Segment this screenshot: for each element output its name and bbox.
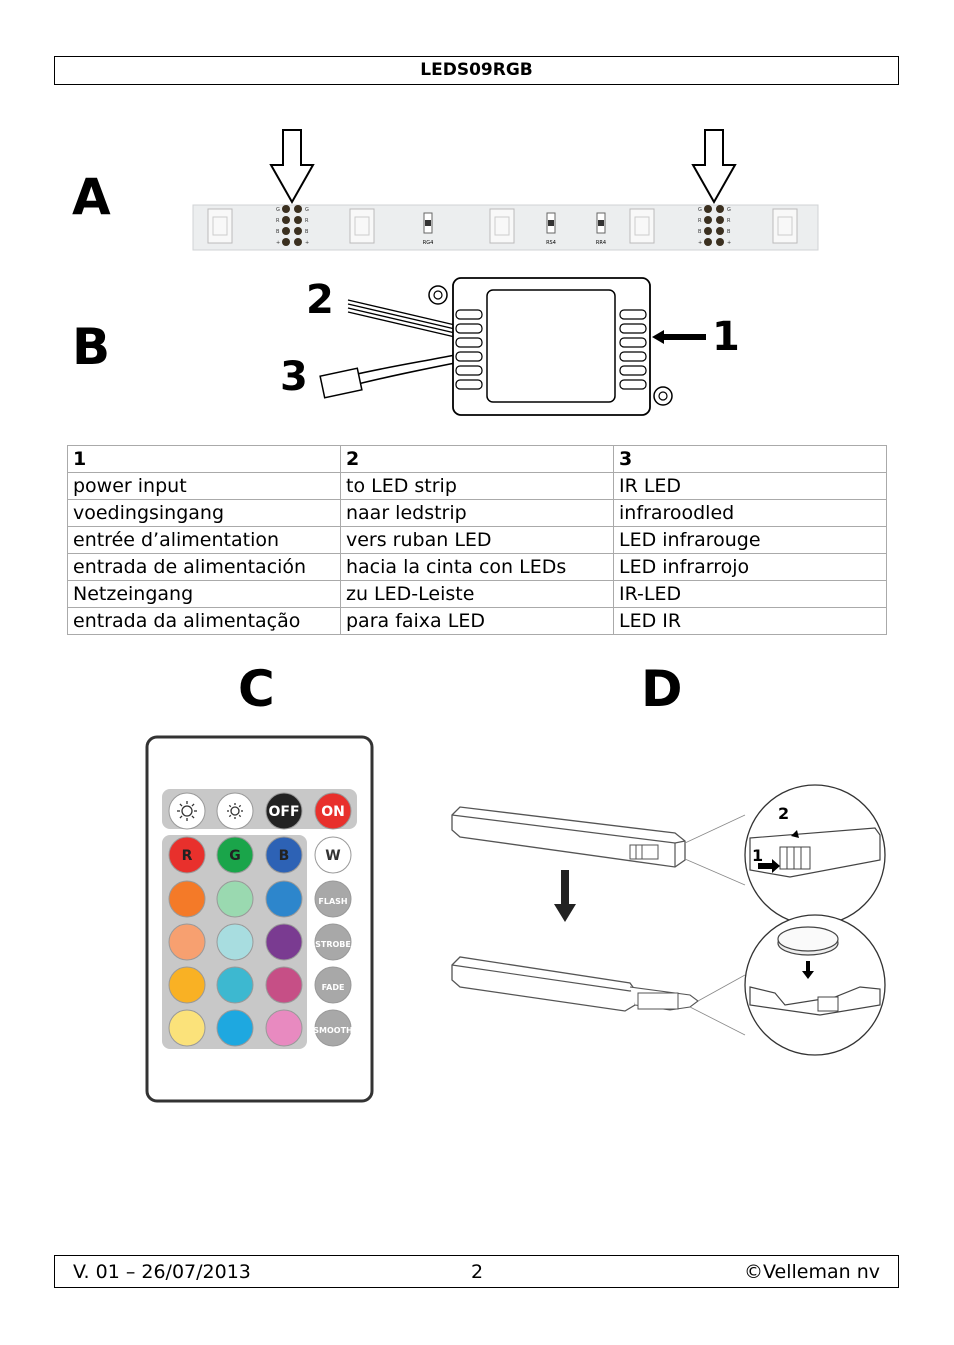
table-cell: LED IR [614,608,887,635]
table-cell: vers ruban LED [341,527,614,554]
color-button [217,967,253,1003]
table-row [68,500,887,527]
color-button [169,967,205,1003]
down-arrow-icon [271,130,313,202]
table-cell: para faixa LED [341,608,614,635]
translation-table [67,445,887,635]
color-button [266,967,302,1003]
figure-d-letter: D [641,660,683,718]
pad-label: B [305,229,309,235]
copyright: ©Velleman nv [744,1261,880,1283]
callout-3: 3 [280,354,308,400]
table-cell: to LED strip [341,473,614,500]
table-cell: LED infrarrojo [614,554,887,581]
color-button [169,881,205,917]
figure-c-remote [145,735,375,1105]
table-cell: entrée d’alimentation [68,527,341,554]
table-cell: naar ledstrip [341,500,614,527]
mode-button-label: FLASH [318,897,348,906]
down-arrow-icon [554,870,576,922]
color-button [266,881,302,917]
table-cell: zu LED-Leiste [341,581,614,608]
color-button [266,924,302,960]
pad-label: B [727,229,731,235]
callout-2: 2 [778,804,790,823]
table-row [68,581,887,608]
column-header: 1 [68,446,341,473]
callout-1: 1 [712,314,740,360]
figure-c-letter: C [238,660,275,718]
pad-label: + [305,240,310,246]
color-button [217,924,253,960]
mode-button-label: STROBE [315,940,351,949]
page-header [54,56,899,85]
color-button [217,881,253,917]
pad-label: G [727,207,731,213]
pad-label: + [276,240,281,246]
remote-button-label: R [181,848,193,864]
mode-button-label: FADE [321,983,345,992]
color-button [169,924,205,960]
table-row [68,473,887,500]
remote-button [169,793,205,829]
pad-label: R [276,218,280,224]
pad-label: R [305,218,309,224]
pad-label: G [305,207,309,213]
down-arrow-icon [693,130,735,202]
figure-a-letter: A [72,168,111,226]
pad-label: G [276,207,280,213]
column-header: 2 [341,446,614,473]
table-cell: power input [68,473,341,500]
page-footer [54,1255,899,1288]
table-cell: Netzeingang [68,581,341,608]
table-row [68,527,887,554]
table-row [68,608,887,635]
callout-1: 1 [752,846,764,865]
figure-b-controller [280,270,740,425]
pad-label: B [276,229,280,235]
color-button [169,1010,205,1046]
color-button [217,1010,253,1046]
mode-button-label: SMOOTH [313,1026,353,1035]
column-header: 3 [614,446,887,473]
pad-label: + [698,240,703,246]
callout-2: 2 [306,277,334,323]
model-title: LEDS09RGB [420,60,533,80]
remote-button-label: W [325,848,341,864]
table-cell: IR-LED [614,581,887,608]
table-cell: entrada da alimentação [68,608,341,635]
left-arrow-icon [652,330,706,344]
table-header-row [68,446,887,473]
table-cell: voedingsingang [68,500,341,527]
pad-label: + [727,240,732,246]
table-cell: infraroodled [614,500,887,527]
resistor-label: RR4 [595,240,607,246]
pad-label: R [727,218,731,224]
version-date: V. 01 – 26/07/2013 [73,1261,251,1283]
table-cell: hacia la cinta con LEDs [341,554,614,581]
resistor-label: RG4 [422,240,434,246]
pad-label: B [698,229,702,235]
table-cell: LED infrarouge [614,527,887,554]
table-cell: entrada de alimentación [68,554,341,581]
remote-button-label: G [229,848,241,864]
color-button [266,1010,302,1046]
page-number: 2 [471,1261,484,1283]
remote-button-label: B [278,848,290,864]
figure-b-letter: B [72,318,111,376]
pad-label: R [698,218,702,224]
figure-d-battery-diagram [440,775,890,1065]
table-cell: IR LED [614,473,887,500]
remote-button-label: ON [321,804,345,820]
resistor-label: RS4 [546,240,556,246]
remote-button [217,793,253,829]
pad-label: G [698,207,702,213]
remote-button-label: OFF [268,804,300,820]
figure-a-led-strip [190,125,820,255]
table-row [68,554,887,581]
